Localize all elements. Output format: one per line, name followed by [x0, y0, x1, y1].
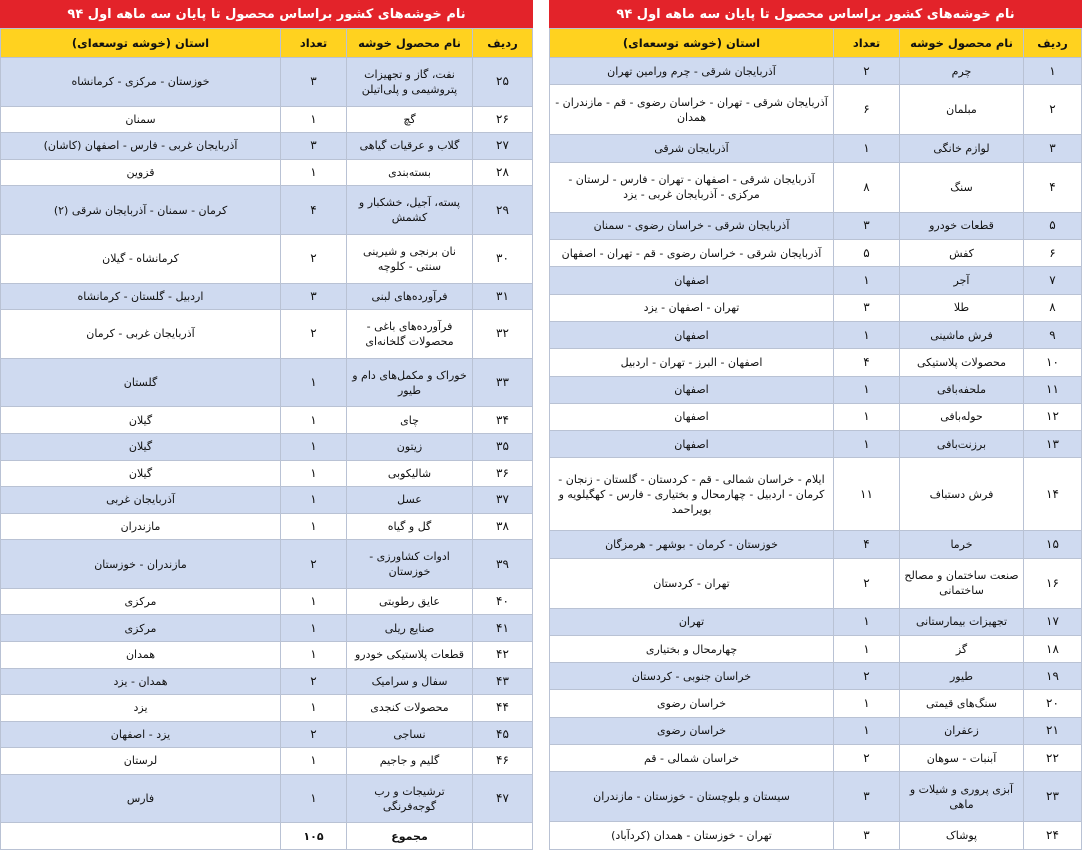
table-row [550, 635, 1082, 662]
product-cell: پوشاک [900, 822, 1024, 850]
province-cell: یزد - اصفهان [1, 721, 281, 748]
province-cell: همدان [1, 641, 281, 668]
table-row [550, 608, 1082, 635]
count-cell: ۱ [281, 434, 347, 461]
rank-cell: ۱۵ [1024, 531, 1082, 558]
product-cell: تجهیزات بیمارستانی [900, 608, 1024, 635]
rank-cell: ۱۰ [1024, 349, 1082, 376]
product-cell: خرما [900, 531, 1024, 558]
count-cell: ۱ [834, 135, 900, 162]
table-row [1, 641, 533, 668]
count-cell: ۱۱ [834, 458, 900, 531]
province-cell: مرکزی [1, 615, 281, 642]
rank-cell: ۳۱ [473, 283, 533, 310]
province-cell: آذربایجان شرقی - تهران - خراسان رضوی - قم - مازندران - همدان [550, 85, 834, 135]
count-cell: ۱ [281, 460, 347, 487]
table-row [1, 133, 533, 160]
rank-cell: ۳۸ [473, 513, 533, 540]
province-cell: مازندران - خوزستان [1, 540, 281, 589]
count-cell: ۲ [281, 234, 347, 283]
table-row [1, 434, 533, 461]
rank-cell: ۲۷ [473, 133, 533, 160]
province-cell: لرستان [1, 748, 281, 775]
left-panel-title: نام خوشه‌های کشور براساس محصول تا پایان سه ماهه اول ۹۴ [0, 0, 533, 28]
product-cell: محصولات کنجدی [347, 695, 473, 722]
count-cell: ۱ [834, 321, 900, 348]
right-cluster-table [549, 28, 1082, 850]
count-cell: ۱ [834, 403, 900, 430]
count-cell: ۲ [281, 310, 347, 359]
province-cell: یزد [1, 695, 281, 722]
rank-cell: ۲۱ [1024, 717, 1082, 744]
product-cell: لوازم خانگی [900, 135, 1024, 162]
right-panel [549, 0, 1082, 850]
province-cell: اصفهان [550, 431, 834, 458]
rank-cell: ۴۴ [473, 695, 533, 722]
table-row [1, 668, 533, 695]
count-cell: ۱ [281, 748, 347, 775]
province-cell: اصفهان [550, 376, 834, 403]
product-cell: سنگ [900, 162, 1024, 212]
count-cell: ۱ [834, 717, 900, 744]
count-cell: ۱ [834, 690, 900, 717]
count-cell: ۱ [281, 358, 347, 407]
table-row [550, 745, 1082, 772]
table-row [1, 358, 533, 407]
table-row [1, 588, 533, 615]
count-cell: ۲ [834, 558, 900, 608]
header-count: تعداد [834, 29, 900, 58]
right-panel-title: نام خوشه‌های کشور براساس محصول تا پایان سه ماهه اول ۹۴ [549, 0, 1082, 28]
product-cell: نساجی [347, 721, 473, 748]
product-cell: عسل [347, 487, 473, 514]
product-cell: فرش ماشینی [900, 321, 1024, 348]
header-rank: ردیف [1024, 29, 1082, 58]
count-cell: ۴ [834, 531, 900, 558]
table-row [550, 267, 1082, 294]
product-cell: برزنت‌بافی [900, 431, 1024, 458]
province-cell: اصفهان [550, 403, 834, 430]
province-cell: اصفهان - البرز - تهران - اردبیل [550, 349, 834, 376]
left-table-body [1, 58, 533, 850]
product-cell: قطعات خودرو [900, 212, 1024, 239]
table-row [550, 376, 1082, 403]
table-row [1, 283, 533, 310]
table-row [550, 558, 1082, 608]
province-cell: آذربایجان شرقی - خراسان رضوی - قم - تهران - اصفهان [550, 240, 834, 267]
count-cell: ۲ [834, 663, 900, 690]
table-row [550, 321, 1082, 348]
rank-cell: ۱۹ [1024, 663, 1082, 690]
right-table-body [550, 58, 1082, 850]
product-cell: محصولات پلاستیکی [900, 349, 1024, 376]
rank-cell: ۴۳ [473, 668, 533, 695]
count-cell: ۴ [281, 186, 347, 235]
count-cell: ۳ [834, 772, 900, 822]
count-cell: ۲ [281, 721, 347, 748]
table-row [1, 460, 533, 487]
table-row [550, 240, 1082, 267]
product-cell: آبزی پروری و شیلات و ماهی [900, 772, 1024, 822]
province-cell: تهران - اصفهان - یزد [550, 294, 834, 321]
table-row [550, 212, 1082, 239]
count-cell: ۱ [281, 615, 347, 642]
rank-cell: ۴۷ [473, 774, 533, 823]
province-cell: گیلان [1, 460, 281, 487]
rank-cell: ۲۲ [1024, 745, 1082, 772]
province-cell: گیلان [1, 407, 281, 434]
rank-cell: ۳۰ [473, 234, 533, 283]
province-cell: آذربایجان شرقی - چرم ورامین تهران [550, 58, 834, 85]
province-cell: خراسان شمالی - قم [550, 745, 834, 772]
count-cell: ۴ [834, 349, 900, 376]
province-cell: خوزستان - مرکزی - کرمانشاه [1, 58, 281, 107]
table-row [1, 159, 533, 186]
product-cell: نان برنجی و شیرینی سنتی - کلوچه [347, 234, 473, 283]
rank-cell: ۱ [1024, 58, 1082, 85]
province-cell: فارس [1, 774, 281, 823]
rank-cell: ۹ [1024, 321, 1082, 348]
rank-cell: ۱۷ [1024, 608, 1082, 635]
rank-cell: ۴۲ [473, 641, 533, 668]
rank-cell: ۳۵ [473, 434, 533, 461]
header-rank: ردیف [473, 29, 533, 58]
rank-cell: ۴۱ [473, 615, 533, 642]
product-cell: زعفران [900, 717, 1024, 744]
table-row [550, 717, 1082, 744]
table-row [550, 349, 1082, 376]
count-cell: ۳ [834, 294, 900, 321]
count-cell: ۱ [281, 106, 347, 133]
product-cell: گلیم و جاجیم [347, 748, 473, 775]
header-province: استان (خوشه توسعه‌ای) [550, 29, 834, 58]
product-cell: حوله‌بافی [900, 403, 1024, 430]
table-row [1, 407, 533, 434]
count-cell: ۱ [834, 431, 900, 458]
table-row [1, 106, 533, 133]
province-cell: کرمان - سمنان - آذربایجان شرقی (۲) [1, 186, 281, 235]
table-row [1, 310, 533, 359]
table-row [550, 822, 1082, 850]
total-row [1, 823, 533, 850]
rank-cell: ۲۳ [1024, 772, 1082, 822]
table-row [1, 721, 533, 748]
province-cell: مرکزی [1, 588, 281, 615]
table-row [550, 135, 1082, 162]
rank-cell: ۲۹ [473, 186, 533, 235]
rank-cell: ۱۴ [1024, 458, 1082, 531]
product-cell: نفت، گاز و تجهیزات پتروشیمی و پلی‌اتیلن [347, 58, 473, 107]
rank-cell: ۳۷ [473, 487, 533, 514]
province-cell: گیلان [1, 434, 281, 461]
total-label: مجموع [347, 823, 473, 850]
rank-cell: ۱۳ [1024, 431, 1082, 458]
header-product: نام محصول خوشه [347, 29, 473, 58]
product-cell: پسته، آجیل، خشکبار و کشمش [347, 186, 473, 235]
count-cell: ۱ [281, 641, 347, 668]
province-cell: کرمانشاه - گیلان [1, 234, 281, 283]
province-cell: سیستان و بلوچستان - خوزستان - مازندران [550, 772, 834, 822]
product-cell: شالیکوبی [347, 460, 473, 487]
table-row [1, 748, 533, 775]
product-cell: زیتون [347, 434, 473, 461]
province-cell: آذربایجان شرقی [550, 135, 834, 162]
product-cell: چرم [900, 58, 1024, 85]
product-cell: گز [900, 635, 1024, 662]
count-cell: ۲ [834, 745, 900, 772]
table-row [550, 85, 1082, 135]
table-row [1, 513, 533, 540]
product-cell: خوراک و مکمل‌های دام و طیور [347, 358, 473, 407]
product-cell: فرآورده‌های باغی - محصولات گلخانه‌ای [347, 310, 473, 359]
product-cell: صنعت ساختمان و مصالح ساختمانی [900, 558, 1024, 608]
table-row [550, 772, 1082, 822]
province-cell: آذربایجان غربی - کرمان [1, 310, 281, 359]
count-cell: ۱ [281, 588, 347, 615]
province-cell: اصفهان [550, 321, 834, 348]
count-cell: ۱ [834, 267, 900, 294]
province-cell: ایلام - خراسان شمالی - قم - کردستان - گلستان - زنجان - کرمان - اردبیل - چهارمحال و بختیاری - فارس - کهگیلویه و بویراحمد [550, 458, 834, 531]
count-cell: ۱ [834, 608, 900, 635]
rank-cell: ۱۲ [1024, 403, 1082, 430]
total-count: ۱۰۵ [281, 823, 347, 850]
product-cell: گچ [347, 106, 473, 133]
count-cell: ۱ [281, 695, 347, 722]
province-cell: آذربایجان غربی - فارس - اصفهان (کاشان) [1, 133, 281, 160]
count-cell: ۱ [281, 487, 347, 514]
rank-cell: ۳۶ [473, 460, 533, 487]
table-row [1, 58, 533, 107]
rank-cell: ۲ [1024, 85, 1082, 135]
rank-cell: ۱۱ [1024, 376, 1082, 403]
table-row [550, 431, 1082, 458]
province-cell: مازندران [1, 513, 281, 540]
product-cell: طلا [900, 294, 1024, 321]
product-cell: صنایع ریلی [347, 615, 473, 642]
rank-cell: ۳۹ [473, 540, 533, 589]
rank-cell: ۴۶ [473, 748, 533, 775]
rank-cell: ۴ [1024, 162, 1082, 212]
left-panel [0, 0, 533, 850]
count-cell: ۱ [281, 513, 347, 540]
province-cell: خراسان جنوبی - کردستان [550, 663, 834, 690]
table-row [550, 403, 1082, 430]
rank-cell: ۳ [1024, 135, 1082, 162]
province-cell: تهران - خوزستان - همدان (کردآباد) [550, 822, 834, 850]
table-row [1, 695, 533, 722]
rank-cell: ۴۵ [473, 721, 533, 748]
province-cell: آذربایجان شرقی - اصفهان - تهران - فارس - لرستان - مرکزی - آذربایجان غربی - یزد [550, 162, 834, 212]
table-row [550, 531, 1082, 558]
table-row [550, 294, 1082, 321]
product-cell: چای [347, 407, 473, 434]
table-row [1, 615, 533, 642]
table-row [1, 234, 533, 283]
left-table-header-row [1, 29, 533, 58]
product-cell: طیور [900, 663, 1024, 690]
table-row [1, 487, 533, 514]
count-cell: ۳ [281, 283, 347, 310]
province-cell: همدان - یزد [1, 668, 281, 695]
rank-cell: ۳۳ [473, 358, 533, 407]
table-row [550, 458, 1082, 531]
province-cell: تهران [550, 608, 834, 635]
product-cell: کفش [900, 240, 1024, 267]
count-cell: ۵ [834, 240, 900, 267]
rank-cell: ۳۲ [473, 310, 533, 359]
rank-cell: ۲۵ [473, 58, 533, 107]
province-cell: چهارمحال و بختیاری [550, 635, 834, 662]
product-cell: ترشیجات و رب گوجه‌فرنگی [347, 774, 473, 823]
rank-cell: ۲۴ [1024, 822, 1082, 850]
count-cell: ۲ [281, 668, 347, 695]
province-cell: قزوین [1, 159, 281, 186]
count-cell: ۳ [281, 58, 347, 107]
product-cell: بسته‌بندی [347, 159, 473, 186]
product-cell: مبلمان [900, 85, 1024, 135]
count-cell: ۸ [834, 162, 900, 212]
rank-cell: ۲۶ [473, 106, 533, 133]
rank-cell: ۲۰ [1024, 690, 1082, 717]
product-cell: گلاب و عرقیات گیاهی [347, 133, 473, 160]
table-row [1, 540, 533, 589]
product-cell: فرش دستباف [900, 458, 1024, 531]
province-cell: تهران - کردستان [550, 558, 834, 608]
province-cell: سمنان [1, 106, 281, 133]
header-province: استان (خوشه توسعه‌ای) [1, 29, 281, 58]
product-cell: سفال و سرامیک [347, 668, 473, 695]
rank-cell: ۱۸ [1024, 635, 1082, 662]
product-cell: ادوات کشاورزی - خوزستان [347, 540, 473, 589]
rank-cell: ۵ [1024, 212, 1082, 239]
count-cell: ۳ [281, 133, 347, 160]
province-cell: آذربایجان غربی [1, 487, 281, 514]
header-product: نام محصول خوشه [900, 29, 1024, 58]
total-rank-cell [473, 823, 533, 850]
province-cell: اصفهان [550, 267, 834, 294]
count-cell: ۱ [281, 159, 347, 186]
table-row [550, 663, 1082, 690]
right-table-header-row [550, 29, 1082, 58]
table-row [1, 774, 533, 823]
product-cell: سنگ‌های قیمتی [900, 690, 1024, 717]
count-cell: ۳ [834, 822, 900, 850]
table-row [550, 162, 1082, 212]
product-cell: قطعات پلاستیکی خودرو [347, 641, 473, 668]
province-cell: خراسان رضوی [550, 690, 834, 717]
product-cell: گل و گیاه [347, 513, 473, 540]
province-cell: آذربایجان شرقی - خراسان رضوی - سمنان [550, 212, 834, 239]
product-cell: آجر [900, 267, 1024, 294]
rank-cell: ۱۶ [1024, 558, 1082, 608]
count-cell: ۱ [281, 407, 347, 434]
header-count: تعداد [281, 29, 347, 58]
count-cell: ۱ [834, 635, 900, 662]
count-cell: ۶ [834, 85, 900, 135]
count-cell: ۱ [834, 376, 900, 403]
count-cell: ۳ [834, 212, 900, 239]
province-cell: گلستان [1, 358, 281, 407]
table-row [1, 186, 533, 235]
rank-cell: ۶ [1024, 240, 1082, 267]
count-cell: ۲ [281, 540, 347, 589]
rank-cell: ۳۴ [473, 407, 533, 434]
product-cell: ملحفه‌بافی [900, 376, 1024, 403]
rank-cell: ۲۸ [473, 159, 533, 186]
product-cell: عایق رطوبتی [347, 588, 473, 615]
rank-cell: ۸ [1024, 294, 1082, 321]
table-row [550, 690, 1082, 717]
province-cell: خوزستان - کرمان - بوشهر - هرمزگان [550, 531, 834, 558]
count-cell: ۲ [834, 58, 900, 85]
table-row [550, 58, 1082, 85]
rank-cell: ۴۰ [473, 588, 533, 615]
left-cluster-table [0, 28, 533, 850]
rank-cell: ۷ [1024, 267, 1082, 294]
total-province-cell [1, 823, 281, 850]
province-cell: اردبیل - گلستان - کرمانشاه [1, 283, 281, 310]
count-cell: ۱ [281, 774, 347, 823]
product-cell: آبنبات - سوهان [900, 745, 1024, 772]
province-cell: خراسان رضوی [550, 717, 834, 744]
product-cell: فرآورده‌های لبنی [347, 283, 473, 310]
